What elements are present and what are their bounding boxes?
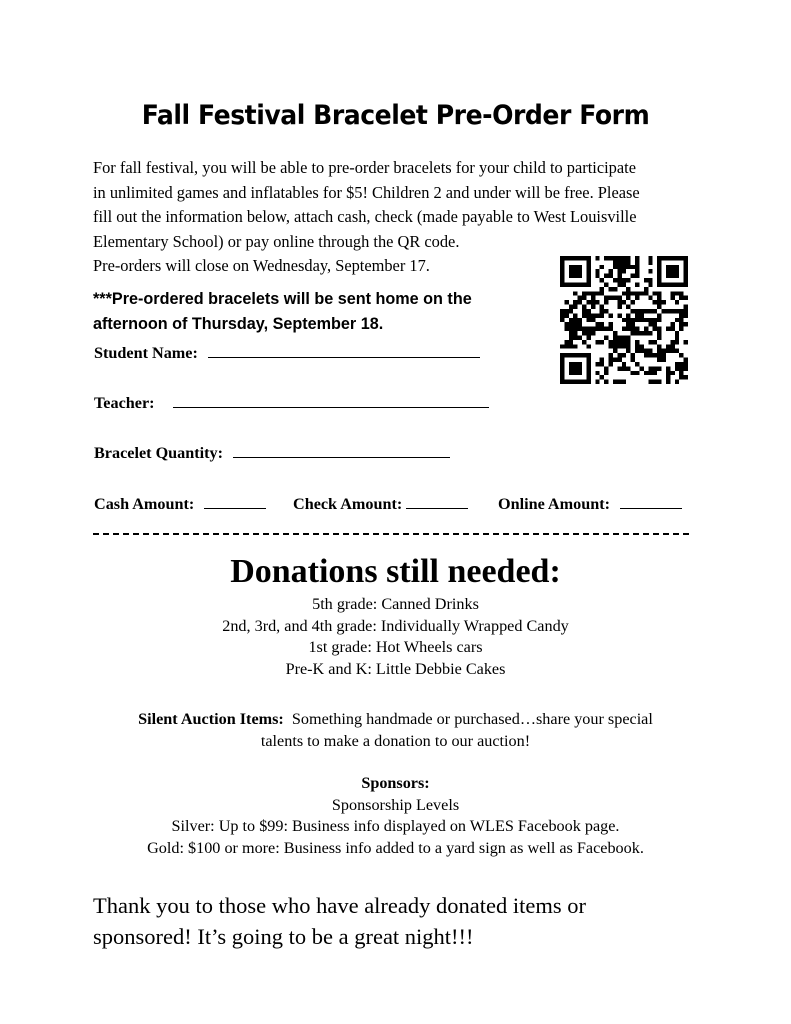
silent-auction-text-2: talents to make a donation to our auction! bbox=[260, 731, 531, 750]
online-amount-label: Online Amount: bbox=[498, 495, 610, 513]
sponsorship-levels-heading: Sponsorship Levels bbox=[331, 795, 460, 814]
donation-item: Pre-K and K: Little Debbie Cakes bbox=[285, 659, 506, 678]
sponsors-label: Sponsors: bbox=[361, 774, 430, 792]
student-name-label: Student Name: bbox=[94, 344, 198, 362]
intro-line: fill out the information below, attach cash, check (made payable to West Louisville bbox=[93, 207, 637, 226]
donation-item: 5th grade: Canned Drinks bbox=[312, 595, 479, 613]
donation-item: 1st grade: Hot Wheels cars bbox=[308, 638, 483, 656]
section-divider bbox=[93, 533, 689, 535]
intro-line: in unlimited games and inflatables for $5! Children 2 and under will be free. Please bbox=[93, 182, 640, 202]
student-name-field[interactable] bbox=[94, 341, 480, 363]
bracelet-quantity-input-line[interactable] bbox=[233, 441, 450, 458]
online-amount-field[interactable] bbox=[498, 492, 682, 514]
sponsorship-level: Silver: Up to $99: Business info displayed on WLES Facebook page. bbox=[171, 817, 620, 835]
donations-list bbox=[60, 594, 731, 680]
check-amount-label: Check Amount: bbox=[293, 495, 403, 513]
silent-auction-label: Silent Auction Items: bbox=[138, 710, 284, 728]
silent-auction-line bbox=[60, 709, 731, 731]
delivery-notice bbox=[93, 287, 543, 337]
qr-code-icon[interactable] bbox=[560, 256, 688, 384]
sponsors-section bbox=[60, 773, 731, 859]
cash-amount-field[interactable] bbox=[94, 492, 266, 514]
notice-line: afternoon of Thursday, September 18. bbox=[93, 315, 384, 333]
intro-line: Pre-orders will close on Wednesday, September 17. bbox=[93, 256, 430, 275]
sponsorship-level: Gold: $100 or more: Business info added to a yard sign as well as Facebook. bbox=[147, 838, 644, 857]
cash-amount-label: Cash Amount: bbox=[94, 495, 195, 513]
student-name-input-line[interactable] bbox=[208, 341, 480, 358]
thank-you-message bbox=[93, 890, 713, 952]
thank-you-line: Thank you to those who have already donated items or bbox=[93, 893, 586, 918]
bracelet-quantity-field[interactable] bbox=[94, 441, 450, 463]
teacher-input-line[interactable] bbox=[173, 391, 489, 408]
thank-you-line: sponsored! It’s going to be a great night!!! bbox=[93, 924, 474, 949]
notice-line: ***Pre-ordered bracelets will be sent home on the bbox=[93, 290, 472, 308]
donation-item: 2nd, 3rd, and 4th grade: Individually Wrapped Candy bbox=[222, 616, 569, 635]
donations-title: Donations still needed: bbox=[230, 553, 561, 590]
online-amount-input-line[interactable] bbox=[620, 492, 682, 509]
teacher-field[interactable] bbox=[94, 391, 489, 413]
bracelet-quantity-label: Bracelet Quantity: bbox=[94, 444, 224, 462]
teacher-label: Teacher: bbox=[94, 394, 155, 412]
silent-auction-text: Something handmade or purchased…share your special bbox=[291, 710, 653, 728]
silent-auction-section bbox=[60, 709, 731, 752]
check-amount-field[interactable] bbox=[293, 492, 468, 514]
check-amount-input-line[interactable] bbox=[406, 492, 468, 509]
cash-amount-input-line[interactable] bbox=[204, 492, 266, 509]
intro-line: Elementary School) or pay online through the QR code. bbox=[93, 231, 460, 251]
form-title: Fall Festival Bracelet Pre-Order Form bbox=[141, 100, 650, 131]
intro-line: For fall festival, you will be able to pre-order bracelets for your child to participate bbox=[93, 158, 636, 177]
